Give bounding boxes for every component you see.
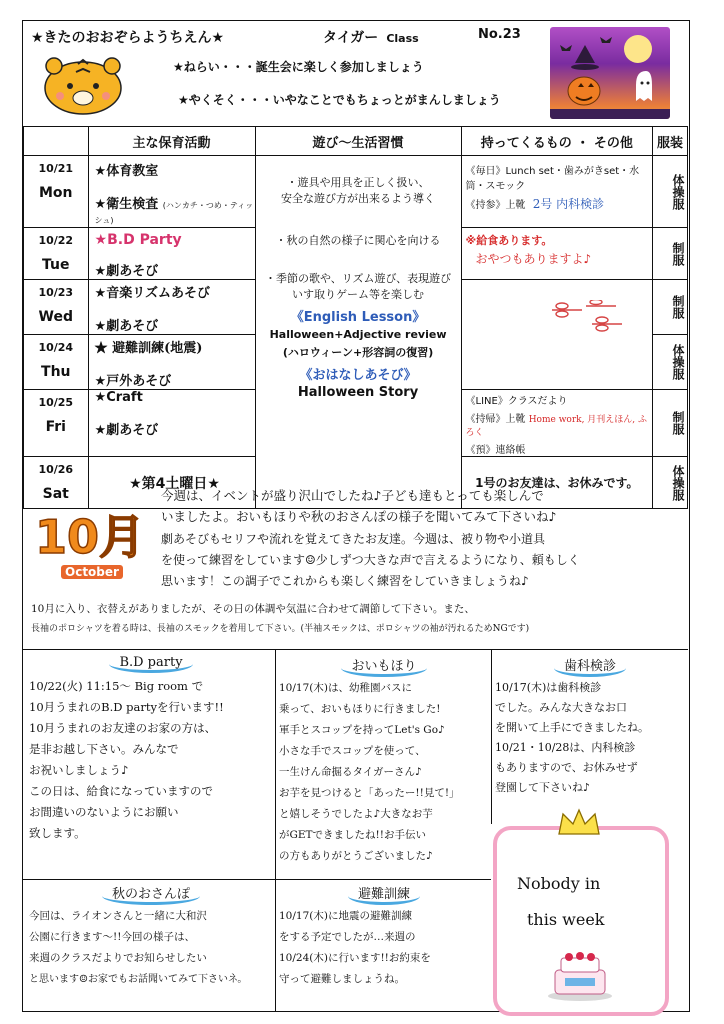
section-line: もありますので、お休みせず: [495, 761, 638, 774]
tiger-mascot-icon: [38, 54, 128, 120]
habit-line: ・秋の自然の様子に関心を向ける: [275, 234, 441, 247]
activity-cell: [88, 390, 255, 457]
section-line: 10/17(木)は歯科検診: [495, 681, 602, 694]
evacuation-drill-title: 避難訓練: [348, 887, 420, 905]
section-line: でした。みんな大きなお口: [495, 701, 627, 714]
section-line: 登園して下さいね♪: [495, 781, 591, 794]
activity-cell: [88, 335, 255, 390]
bring-line: ※給食あります。: [465, 234, 553, 247]
bd-party-section: [29, 655, 273, 844]
activity-item: ★劇あそび: [94, 264, 159, 279]
day-of-week: Sat: [42, 486, 69, 502]
potato-digging-section: [279, 655, 489, 867]
activity-item: ★劇あそび: [94, 423, 159, 438]
bring-cell-dragonfly: [461, 280, 653, 390]
dragonfly-icon: [542, 300, 653, 343]
section-line: と嬉しそうでしたよ♪大きなお芋: [279, 808, 433, 820]
bring-cell: [461, 228, 653, 280]
day-cell: [24, 390, 89, 457]
section-line: 小さな手でスコップを使って、: [279, 745, 426, 757]
section-body: [29, 906, 273, 990]
day-cell: [24, 335, 89, 390]
bring-line: 1号のお友達は、お休みです。: [475, 476, 639, 490]
bd-party-title: B.D party: [109, 655, 192, 673]
section-line: の方もありがとうございました♪: [279, 850, 433, 862]
day-date: 10/24: [38, 341, 74, 354]
day-of-week: Wed: [38, 309, 73, 325]
story-name: Halloween Story: [297, 385, 419, 400]
weekly-message-bottom: [31, 599, 686, 639]
day-cell: [24, 156, 89, 228]
nobody-line-2: this week: [527, 910, 605, 929]
section-body: [29, 676, 273, 844]
school-name: ★きたのおおぞらようちえん★: [31, 30, 225, 46]
activity-cell: [88, 156, 255, 228]
table-row: [24, 156, 688, 228]
birthday-cake-icon: [545, 948, 615, 1006]
section-body: [279, 906, 489, 990]
clothing-cell: 制服: [653, 390, 688, 457]
day-of-week: Mon: [39, 185, 73, 201]
bring-line-wrap: [466, 195, 653, 212]
section-body: [495, 678, 685, 798]
table-header-row: [24, 127, 688, 156]
section-line: 軍手とスコップを持ってLet's Go♪: [279, 724, 445, 736]
day-date: 10/22: [38, 234, 74, 247]
activity-item: ★音楽リズムあそび: [94, 286, 210, 301]
bring-line: 《毎日》Lunch set・歯みがきset・水筒・スモック: [465, 166, 640, 192]
english-lesson-title: 《English Lesson》: [290, 310, 426, 325]
message-line: いましたよ。おいもほりや秋のおさんぽの様子を聞いてみて下さいね♪: [161, 509, 557, 524]
activity-cell: [88, 280, 255, 335]
section-line: 10/17(木)に地震の避難訓練: [279, 910, 412, 922]
divider: [275, 649, 276, 1011]
story-title: 《おはなしあそび》: [299, 368, 417, 383]
date-header: [24, 127, 89, 156]
activity-item: ★B.D Party: [94, 232, 182, 248]
section-line: を開いて上手にできましたね。: [495, 721, 649, 734]
habit-line: 安全な遊び方が出来るよう導く: [281, 192, 436, 205]
class-name: [323, 27, 419, 47]
section-body: [279, 678, 489, 867]
bring-line: 《持帰》上靴: [465, 414, 526, 425]
section-line: お間違いのないようにお願い: [29, 805, 179, 819]
message-line: を使って練習をしています☺少しずつ大きな声で言えるようになり、頼もしく: [161, 553, 580, 567]
english-lesson-detail-ja: (ハロウィーン+形容詞の復習): [282, 346, 434, 359]
activity-item: ★ 避難訓練(地震): [94, 341, 203, 356]
day-date: 10/23: [38, 286, 74, 299]
nobody-line-1: Nobody in: [517, 874, 601, 893]
weekly-message-mid: [161, 529, 681, 592]
weekly-schedule-table: [23, 126, 688, 509]
bring-cell: [461, 390, 653, 457]
section-line: がGETできましたね!!お手伝い: [279, 829, 426, 841]
day-date: 10/21: [38, 162, 74, 175]
activity-item: ★戸外あそび: [94, 374, 172, 389]
autumn-walk-section: [29, 883, 273, 990]
class-label: Class: [386, 32, 419, 45]
halloween-illustration: [550, 27, 670, 119]
message-line: 10月に入り、衣替えがありましたが、その日の体調や気温に合わせて調節して下さい。また、: [31, 603, 475, 615]
weekly-promise: ★やくそく・・・いやなことでもちょっとがまんしましょう: [178, 93, 501, 107]
day-cell: [24, 228, 89, 280]
habit-line: いす取りゲーム等を楽しむ: [292, 288, 425, 301]
potato-digging-title: おいもほり: [341, 659, 426, 677]
activities-header: 主な保育活動: [88, 127, 255, 156]
section-title: [29, 655, 273, 670]
english-lesson-detail: Halloween+Adjective review: [269, 328, 447, 341]
section-line: と思います☺お家でもお話聞いてみて下さいネ。: [29, 974, 248, 985]
birthday-frame: [493, 826, 669, 1016]
clothing-header: 服装: [653, 127, 688, 156]
section-title: [29, 883, 273, 902]
section-line: 10月うまれのB.D partyを行います!!: [29, 700, 224, 714]
section-line: 是非お越し下さい。みんなで: [29, 742, 179, 756]
section-line: お祝いしましょう♪: [29, 763, 129, 777]
october-badge-label: October: [61, 565, 123, 579]
section-line: お芋を見つけると「あったー!!見て!」: [279, 787, 460, 799]
section-title: [495, 655, 685, 674]
section-title: [279, 883, 489, 902]
section-line: 乗って、おいもほりに行きました!: [279, 703, 441, 715]
play-habits-cell: [255, 156, 461, 509]
activity-item: ★第4土曜日★: [129, 475, 220, 492]
section-line: 今回は、ライオンさんと一緒に大和沢: [29, 910, 207, 922]
autumn-walk-title: 秋のおさんぽ: [102, 887, 200, 905]
message-line: 思います！この調子でこれからも楽しく練習をしていきましょうね♪: [161, 574, 529, 588]
section-line: 致します。: [29, 826, 86, 840]
activity-item-wrap: [95, 193, 255, 227]
message-line: 今週は、イベントが盛り沢山でしたね♪子ども達もとっても楽しんで: [161, 488, 544, 503]
section-line: 10/24(木)に行います!!お約束を: [279, 952, 431, 964]
bring-line: 《持参》上靴: [465, 200, 526, 211]
section-title: [279, 655, 489, 674]
bring-cell: [461, 156, 653, 228]
clothing-cell: 体操服: [653, 335, 688, 390]
message-line: 長袖のポロシャツを着る時は、長袖のスモックを着用して下さい。(半袖スモックは、ポロシャツの袖が汚れるためNGです): [31, 624, 530, 634]
evacuation-drill-section: [279, 883, 489, 990]
section-line: 10/17(木)は、幼稚園バスに: [279, 682, 412, 694]
activity-item: ★劇あそび: [94, 319, 159, 334]
dental-checkup-title: 歯科検診: [554, 659, 626, 677]
activity-item: ★Craft: [94, 390, 143, 405]
weekly-message-section: [23, 479, 688, 650]
section-line: 10/22(火) 11:15～ Big room で: [29, 679, 204, 693]
activity-item: ★体育教室: [94, 164, 159, 179]
day-of-week: Thu: [41, 364, 71, 380]
divider: [275, 879, 491, 880]
section-line: 一生けん命掘るタイガーさん♪: [279, 766, 422, 778]
october-badge: [31, 493, 151, 593]
day-date: 10/25: [38, 396, 74, 409]
activity-note: (ハンカチ・つめ・ティッシュ): [94, 201, 254, 225]
divider: [23, 879, 275, 880]
play-habits-header: 遊び～生活習慣: [255, 127, 461, 156]
bring-items-header: 持ってくるもの ・ その他: [461, 127, 653, 156]
clothing-cell: 体操服: [653, 457, 688, 509]
newsletter-page: [22, 20, 690, 1012]
message-line: 劇あそびもセリフや流れを覚えてきたお友達。今週は、被り物や小道具: [161, 532, 546, 546]
crown-icon: [557, 808, 601, 840]
section-line: 来週のクラスだよりでお知らせしたい: [29, 952, 207, 964]
clothing-cell: 制服: [653, 280, 688, 335]
habit-line: ・季節の歌や、リズム遊び、表現遊び: [264, 272, 452, 285]
bring-line: 《預》連絡帳: [465, 445, 526, 456]
divider: [491, 649, 492, 824]
class-name-text: タイガー: [323, 30, 379, 46]
clothing-cell: 体操服: [653, 156, 688, 228]
bring-handwritten: 2号 内科検診: [532, 197, 605, 211]
section-line: 守って避難しましょうね。: [279, 973, 405, 985]
activity-item: ★衛生検査: [94, 197, 159, 212]
day-of-week: Fri: [45, 419, 66, 435]
day-cell: [24, 280, 89, 335]
section-line: 公園に行きます～!!今回の様子は、: [29, 931, 195, 943]
issue-number: No.23: [478, 27, 521, 42]
section-line: をする予定でしたが…来週の: [279, 931, 416, 943]
weekly-message-top: [161, 485, 681, 527]
bring-handwritten: おやつもありますよ♪: [475, 252, 592, 266]
section-line: 10月うまれのお友達のお家の方は、: [29, 721, 217, 735]
bring-line-wrap: [466, 410, 653, 438]
dental-checkup-section: [495, 655, 685, 798]
bring-handwritten: Home work, 月刊えほん, ふろく: [465, 415, 648, 438]
weekly-aim: ★ねらい・・・誕生会に楽しく参加しましょう: [173, 60, 424, 74]
section-line: 10/21・10/28は、内科検診: [495, 741, 636, 754]
october-badge-number: 10月: [35, 510, 146, 564]
bring-line: 《LINE》クラスだより: [465, 396, 568, 407]
day-of-week: Tue: [42, 257, 70, 273]
activity-cell: [88, 228, 255, 280]
section-line: この日は、給食になっていますので: [29, 784, 213, 798]
day-date: 10/26: [38, 463, 74, 476]
habit-line: ・遊具や用具を正しく扱い、: [286, 176, 430, 189]
clothing-cell: 制服: [653, 228, 688, 280]
